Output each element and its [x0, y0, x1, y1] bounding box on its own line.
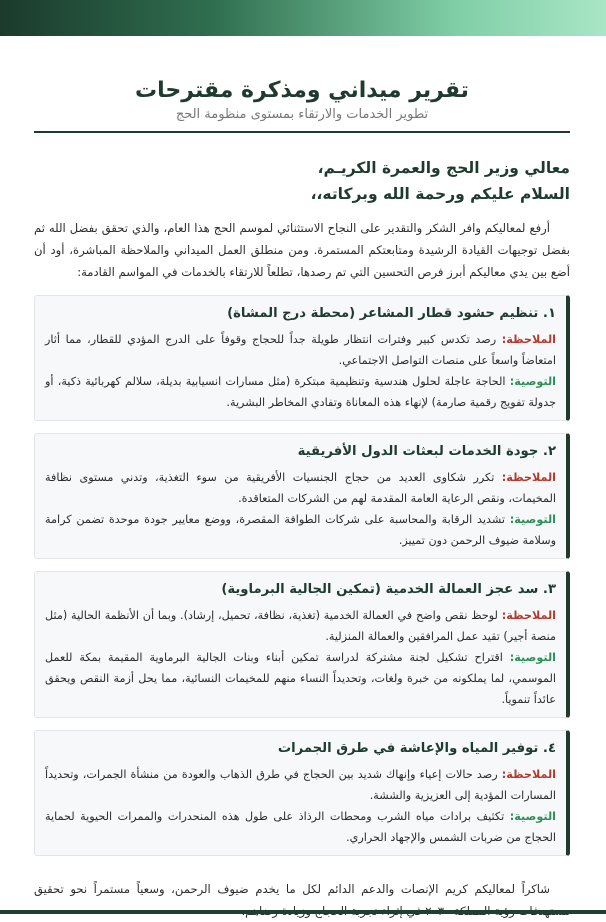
card-title: ٣. سد عجز العمالة الخدمية (تمكين الجالية البرماوية) [221, 582, 556, 597]
recommendation-card [34, 730, 570, 856]
observation-text: رصد حالات إعياء وإنهاك شديد بين الحجاج في طرق الذهاب والعودة من منشأة الجمرات، وتحديداً المسارات المؤدية إلى العزيزية والششة. [45, 768, 556, 802]
document-page [0, 36, 606, 910]
recommendation-card [34, 295, 570, 421]
recommendation-label: التوصية: [509, 651, 556, 664]
observation-text: رصد تكدس كبير وفترات انتظار طويلة جداً للحجاج وقوفاً على الدرج المؤدي للقطار، مما أثار امتعاضاً واسعاً على منصات التواصل الاجتماعي. [45, 333, 556, 367]
recommendation-label: التوصية: [509, 375, 557, 388]
card-observation [45, 764, 556, 806]
title-divider [34, 131, 570, 133]
card-recommendation [45, 806, 556, 848]
card-recommendation [45, 509, 556, 551]
recommendation-text: تكثيف برادات مياه الشرب ومحطات الرذاذ على طول هذه المنحدرات والممرات الحيوية لحماية الحجاج من ضربات الشمس والإجهاد الحراري. [45, 810, 556, 844]
document-subtitle: تطوير الخدمات والارتقاء بمستوى منظومة الحج [175, 107, 429, 122]
intro-paragraph: أرفع لمعاليكم وافر الشكر والتقدير على النجاح الاستثنائي لموسم الحج هذا العام، والذي تحقق بفضل الله ثم بفضل توجيهات القيادة الرشيدة ومتابعتكم المستمرة. ومن منطلق العمل الميداني والملاحظة المباشرة، أود أن أضع بين يدي معاليكم أبرز فرص التحسين التي تم رصدها، تطلعاً للارتقاء بالخدمات في المواسم القادمة: [34, 221, 570, 279]
observation-label: الملاحظة: [501, 471, 557, 484]
observation-label: الملاحظة: [501, 768, 556, 781]
card-recommendation [45, 647, 556, 710]
recommendation-card [34, 433, 570, 559]
card-title: ١. تنظيم حشود قطار المشاعر (محطة درج المشاة) [227, 306, 556, 321]
card-observation [45, 329, 556, 371]
recommendation-label: التوصية: [509, 810, 556, 823]
observation-label: الملاحظة: [501, 609, 556, 622]
card-observation [45, 605, 556, 647]
card-recommendation [45, 371, 556, 413]
salutation [34, 155, 570, 207]
recommendation-text: الحاجة عاجلة لحلول هندسية وتنظيمية مبتكرة (مثل مسارات انسيابية بديلة، سلالم كهربائية ذكية، أو جدولة تفويج رقمية صارمة) لإنهاء هذه المعاناة وتفادي المخاطر البشرية. [45, 375, 556, 409]
footer-band [0, 910, 606, 914]
card-observation [45, 467, 556, 509]
recommendation-card [34, 571, 570, 718]
recommendation-label: التوصية: [509, 513, 556, 526]
observation-label: الملاحظة: [501, 333, 556, 346]
salutation-greeting: السلام عليكم ورحمة الله وبركاته،، [310, 185, 570, 203]
recommendation-text: تشديد الرقابة والمحاسبة على شركات الطوافة المقصرة، ووضع معايير جودة موحدة تضمن كرامة وسلامة ضيوف الرحمن دون تمييز. [45, 513, 556, 547]
document-title: تقرير ميداني ومذكرة مقترحات [135, 78, 469, 103]
header-band [0, 0, 606, 36]
observation-text: تكرر شكاوى العديد من حجاج الجنسيات الأفريقية من سوء التغذية، وتدني مستوى نظافة المخيمات، ونقص الرعاية العامة المقدمة لهم من الشركات المتعاقدة. [45, 471, 556, 505]
observation-text: لوحظ نقص واضح في العمالة الخدمية (تغذية، نظافة، تحميل، إرشاد). وبما أن الأنظمة الحالية (مثل منصة أجير) تقيد عمل المرافقين والعمالة المنزلية. [45, 609, 556, 643]
card-title: ٤. توفير المياه والإعاشة في طرق الجمرات [277, 741, 556, 756]
closing-paragraph: شاكراً لمعاليكم كريم الإنصات والدعم الدائم لكل ما يخدم ضيوف الرحمن، وسعياً مستمراً نحو تحقيق [34, 882, 550, 896]
salutation-addressee: معالي وزير الحج والعمرة الكريـم، [317, 159, 570, 177]
card-title: ٢. جودة الخدمات لبعثات الدول الأفريقية [297, 444, 556, 459]
recommendation-text: اقتراح تشكيل لجنة مشتركة لدراسة تمكين أبناء وبنات الجالية البرماوية المقيمة بمكة للعمل الموسمي، لما يملكونه من خبرة ولغات، وتحديداً النساء منهم للمخيمات النسائية، مما يحل أزمة النقص ويحقق عائداً تنموياً. [45, 651, 556, 706]
